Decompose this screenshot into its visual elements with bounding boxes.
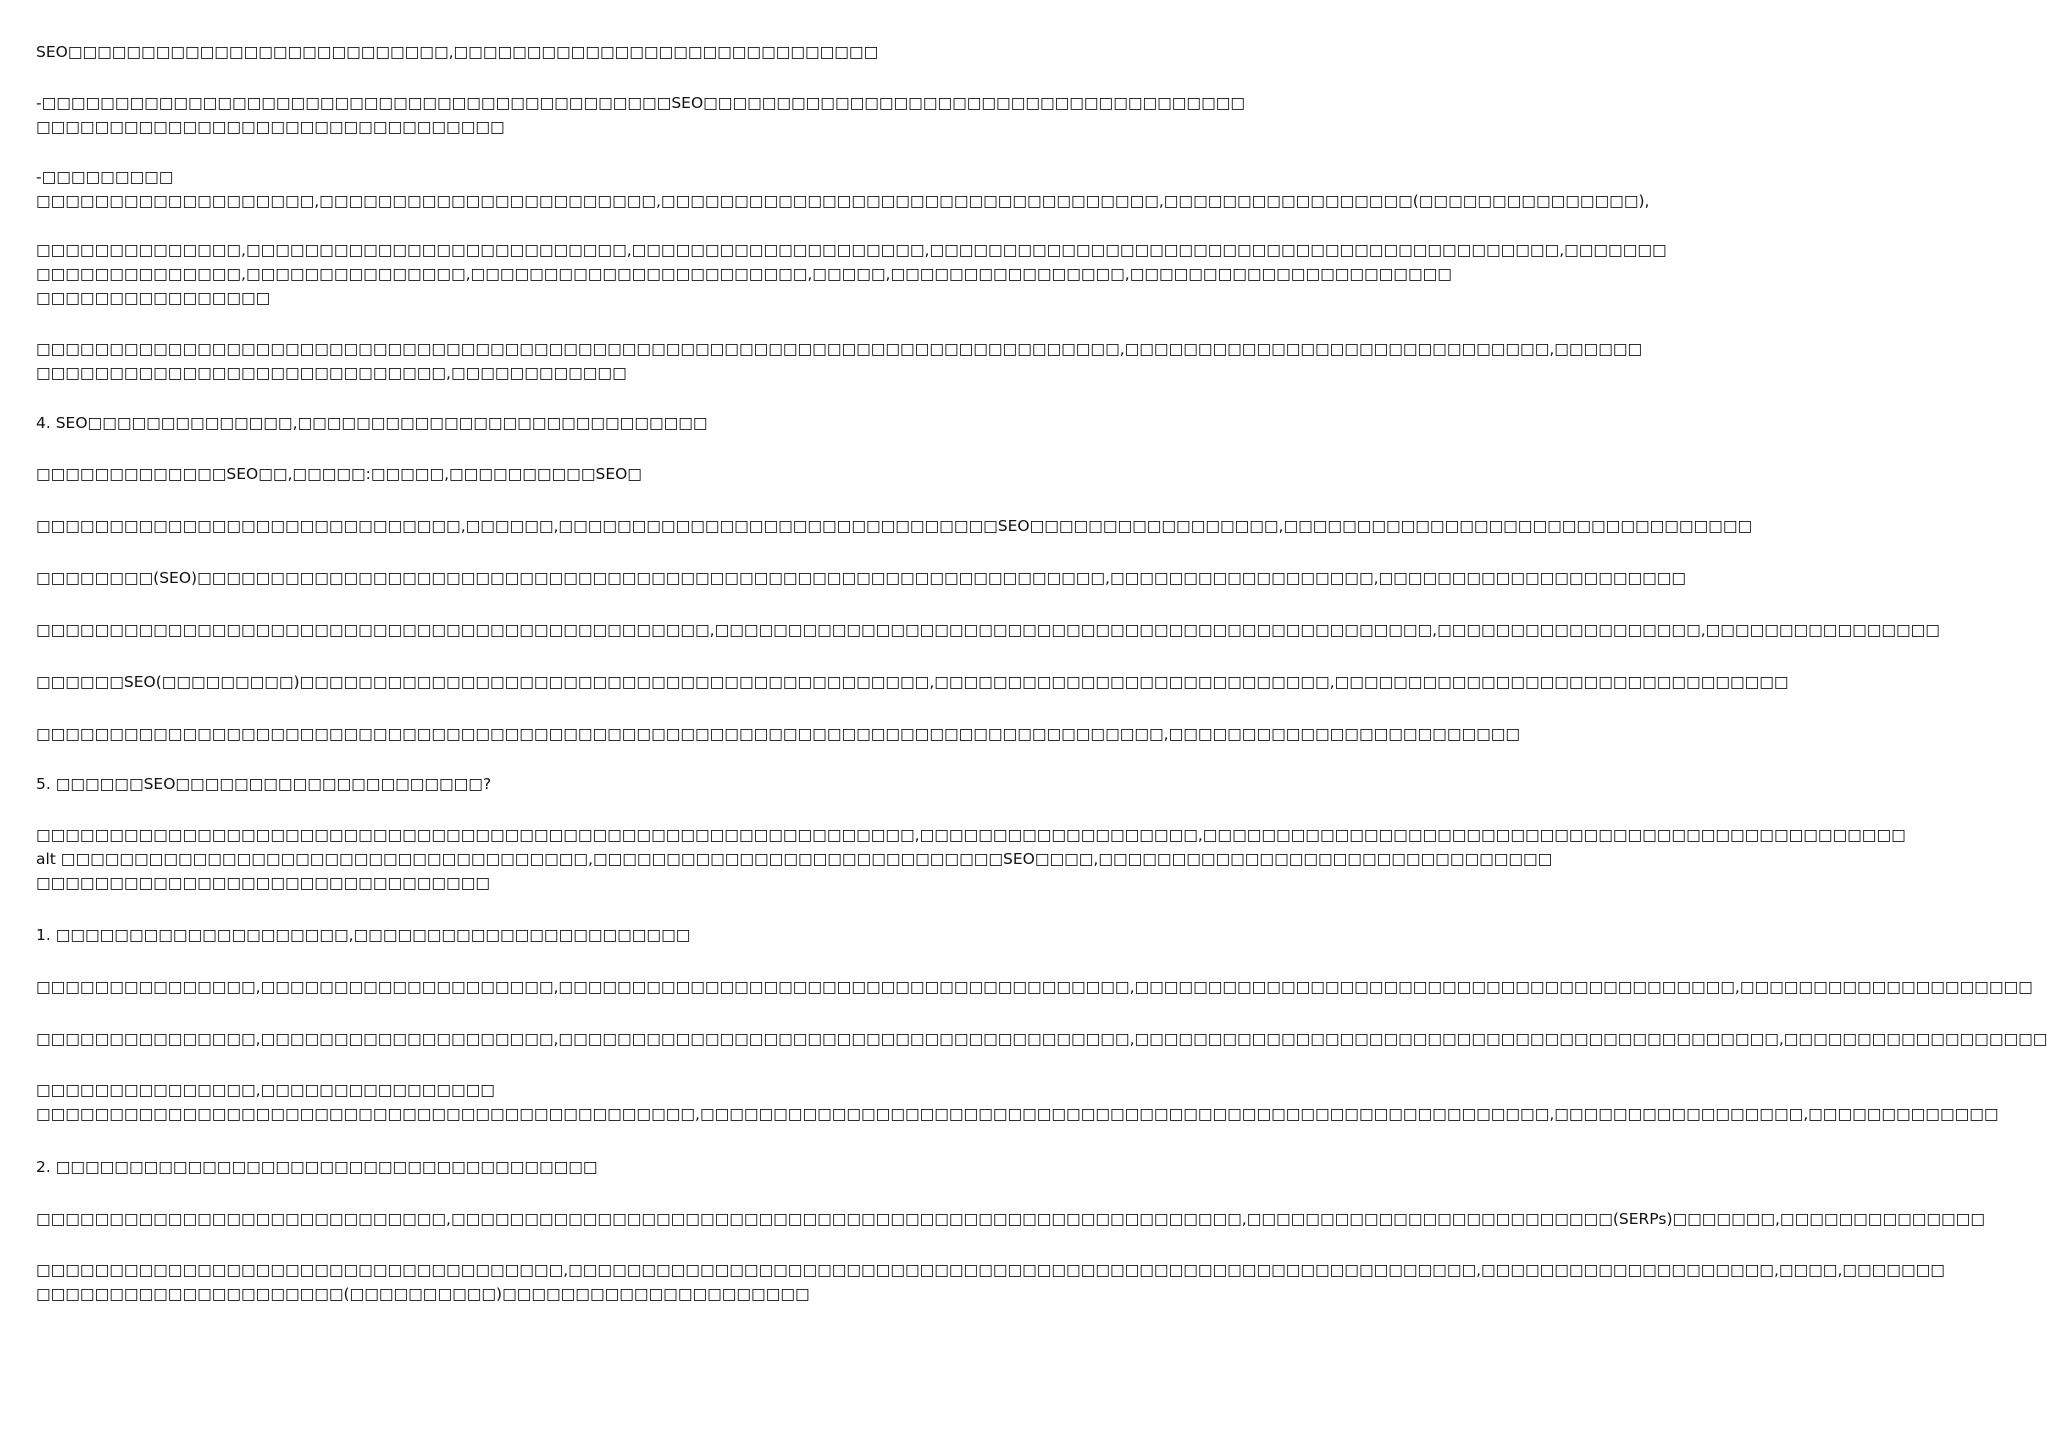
paragraph-line: □□□□□□□□□□□□□□□□□□□□□□□□□□□□□□□□□□□□□□□□□□□□□□,□□□□□□□□□□□□□□□□□□□□□□□□□□□□□□□□□□□□□□□□□□□□□□□□□,□□□□□□□□□□□□□□□□□□,□□□□□□□□□□□□□□□□	[36, 621, 1940, 639]
paragraph	[36, 1207, 1985, 1231]
document-page	[36, 40, 2047, 1306]
paragraph	[36, 337, 1643, 385]
paragraph	[36, 411, 990, 435]
paragraph	[36, 238, 1667, 310]
paragraph-line: □□□□□□□□□□□□□□□□□□□□□□□□□□□□□□□	[36, 874, 490, 892]
paragraph-line: □□□□□□□□□□□□□□□□□□□□□□□□□□□□□□□□□□□□□□□□□□□□□□□□□□□□□□□□□□□□,□□□□□□□□□□□□□□□□□□□,□□□□□□□□□□□□□□□□□□□□□□□□□□□□□□□□□□□□□□□□□□□□□□□□	[36, 826, 1906, 844]
paragraph-line: □□□□□□□□□□□□□□□□□□□□□□□□□□□□□,□□□□□□,□□□□□□□□□□□□□□□□□□□□□□□□□□□□□□SEO□□□□□□□□□□□□□□□□□,□□□□□□□□□□□□□□□□□□□□□□□□□□□□□□□□	[36, 517, 1753, 535]
paragraph	[36, 462, 990, 486]
paragraph-line: 4. SEO□□□□□□□□□□□□□□,□□□□□□□□□□□□□□□□□□□□□□□□□□□□	[36, 414, 708, 432]
paragraph-line: □□□□□□□□□□□□□□□,□□□□□□□□□□□□□□□□□□□□,□□□□□□□□□□□□□□□□□□□□□□□□□□□□□□□□□□□□□□□,□□□□□□□□□□□□□□□□□□□□□□□□□□□□□□□□□□□□□□□□□□□□,□□□□□□□□□□□□□□□□□□	[36, 1030, 2047, 1048]
paragraph-line: □□□□□□□□□□□□□□□□□□□□□□□□□□□□□□□□□□□□,□□□□□□□□□□□□□□□□□□□□□□□□□□□□□□□□□□□□□□□□□□□□□□□□□□□□□□□□□□□□□□,□□□□□□□□□□□□□□□□□□□□,□□□□,□□□□□□□	[36, 1261, 1945, 1279]
paragraph-line: □□□□□□□□□□□□□□□□□□□,□□□□□□□□□□□□□□□□□□□□□□□,□□□□□□□□□□□□□□□□□□□□□□□□□□□□□□□□□□,□□□□□□□□□□□□□□□□□(□□□□□□□□□□□□□□□),	[36, 192, 1650, 210]
paragraph	[36, 722, 1521, 746]
paragraph	[36, 1258, 1945, 1306]
paragraph-line: alt □□□□□□□□□□□□□□□□□□□□□□□□□□□□□□□□□□□□,□□□□□□□□□□□□□□□□□□□□□□□□□□□□SEO□□□□,□□□□□□□□□□□□□□□□□□□□□□□□□□□□□□□	[36, 850, 1553, 868]
paragraph-line: □□□□□□□□□□□□□□□□□□□□□□□□□□□□,□□□□□□□□□□□□	[36, 364, 627, 382]
paragraph	[36, 514, 1753, 538]
paragraph-line: □□□□□□□□□□□□□□□□□□□□□□□□□□□□□□□□	[36, 118, 505, 136]
paragraph-line: 1. □□□□□□□□□□□□□□□□□□□□,□□□□□□□□□□□□□□□□□□□□□□□	[36, 926, 691, 944]
paragraph-line: 5. □□□□□□SEO□□□□□□□□□□□□□□□□□□□□□?	[36, 775, 492, 793]
document-body	[36, 40, 2047, 1306]
paragraph-line: □□□□□□□□□□□□□□□□□□□□□□□□□□□□□□□□□□□□□□□□□□□□□,□□□□□□□□□□□□□□□□□□□□□□□□□□□□□□□□□□□□□□□□□□□□□□□□□□□□□□□□□□,□□□□□□□□□□□□□□□□□,□□□□□□□□□□□□□	[36, 1105, 1999, 1123]
paragraph	[36, 618, 1940, 642]
paragraph-line: □□□□□□□□□□□□□□□□□□□□□□□□□□□□,□□□□□□□□□□□□□□□□□□□□□□□□□□□□□□□□□□□□□□□□□□□□□□□□□□□□□□,□□□□□□□□□□□□□□□□□□□□□□□□□(SERPs)□□□□□□□,□□□□□□□□□□□□□□	[36, 1210, 1985, 1228]
paragraph	[36, 975, 2033, 999]
paragraph-line: □□□□□□□□□□□□□SEO□□,□□□□□:□□□□□,□□□□□□□□□□SEO□	[36, 465, 642, 483]
paragraph	[36, 566, 1687, 590]
paragraph-line: □□□□□□□□□□□□□□□□	[36, 289, 271, 307]
paragraph	[36, 923, 990, 947]
paragraph-line: □□□□□□□□□□□□□□,□□□□□□□□□□□□□□□□□□□□□□□□□□,□□□□□□□□□□□□□□□□□□□□,□□□□□□□□□□□□□□□□□□□□□□□□□□□□□□□□□□□□□□□□□□□,□□□□□□□	[36, 241, 1667, 259]
paragraph-line: □□□□□□□□□□□□□□□□□□□□□□□□□□□□□□□□□□□□□□□□□□□□□□□□□□□□□□□□□□□□□□□□□□□□□□□□□□□□□,□□□□□□□□□□□□□□□□□□□□□□□□	[36, 725, 1521, 743]
paragraph-line: □□□□□□□□□□□□□□□□□□□□□(□□□□□□□□□□)□□□□□□□□□□□□□□□□□□□□□	[36, 1285, 810, 1303]
paragraph-line: □□□□□□□□□□□□□□□□□□□□□□□□□□□□□□□□□□□□□□□□□□□□□□□□□□□□□□□□□□□□□□□□□□□□□□□□□□,□□□□□□□□□□□□□□□□□□□□□□□□□□□□□,□□□□□□	[36, 340, 1643, 358]
paragraph-line: SEO□□□□□□□□□□□□□□□□□□□□□□□□□□,□□□□□□□□□□□□□□□□□□□□□□□□□□□□□	[36, 43, 879, 61]
paragraph	[36, 823, 1906, 895]
paragraph	[36, 91, 1246, 139]
paragraph	[36, 772, 990, 796]
paragraph	[36, 1027, 2047, 1051]
paragraph-line: □□□□□□SEO(□□□□□□□□□)□□□□□□□□□□□□□□□□□□□□□□□□□□□□□□□□□□□□□□□□□□□,□□□□□□□□□□□□□□□□□□□□□□□□□□□,□□□□□□□□□□□□□□□□□□□□□□□□□□□□□□□	[36, 673, 1789, 691]
paragraph-line: □□□□□□□□□□□□□□□,□□□□□□□□□□□□□□□□□□□□,□□□□□□□□□□□□□□□□□□□□□□□□□□□□□□□□□□□□□□□,□□□□□□□□□□□□□□□□□□□□□□□□□□□□□□□□□□□□□□□□□,□□□□□□□□□□□□□□□□□□□□	[36, 978, 2033, 996]
paragraph	[36, 40, 990, 64]
paragraph-line: □□□□□□□□□□□□□□,□□□□□□□□□□□□□□□,□□□□□□□□□□□□□□□□□□□□□□□,□□□□□,□□□□□□□□□□□□□□□□,□□□□□□□□□□□□□□□□□□□□□□	[36, 265, 1452, 283]
paragraph	[36, 670, 1789, 694]
paragraph-line: 2. □□□□□□□□□□□□□□□□□□□□□□□□□□□□□□□□□□□□□	[36, 1158, 598, 1176]
paragraph-line: -□□□□□□□□□□□□□□□□□□□□□□□□□□□□□□□□□□□□□□□□□□□SEO□□□□□□□□□□□□□□□□□□□□□□□□□□□□□□□□□□□□□	[36, 94, 1246, 112]
paragraph	[36, 1155, 990, 1179]
paragraph	[36, 1078, 1999, 1126]
paragraph-line: □□□□□□□□(SEO)□□□□□□□□□□□□□□□□□□□□□□□□□□□□□□□□□□□□□□□□□□□□□□□□□□□□□□□□□□□□□□,□□□□□□□□□□□□□□□□□□,□□□□□□□□□□□□□□□□□□□□□	[36, 569, 1687, 587]
paragraph-line: □□□□□□□□□□□□□□□,□□□□□□□□□□□□□□□□	[36, 1081, 495, 1099]
paragraph-line: -□□□□□□□□□	[36, 168, 174, 186]
paragraph	[36, 165, 1650, 213]
